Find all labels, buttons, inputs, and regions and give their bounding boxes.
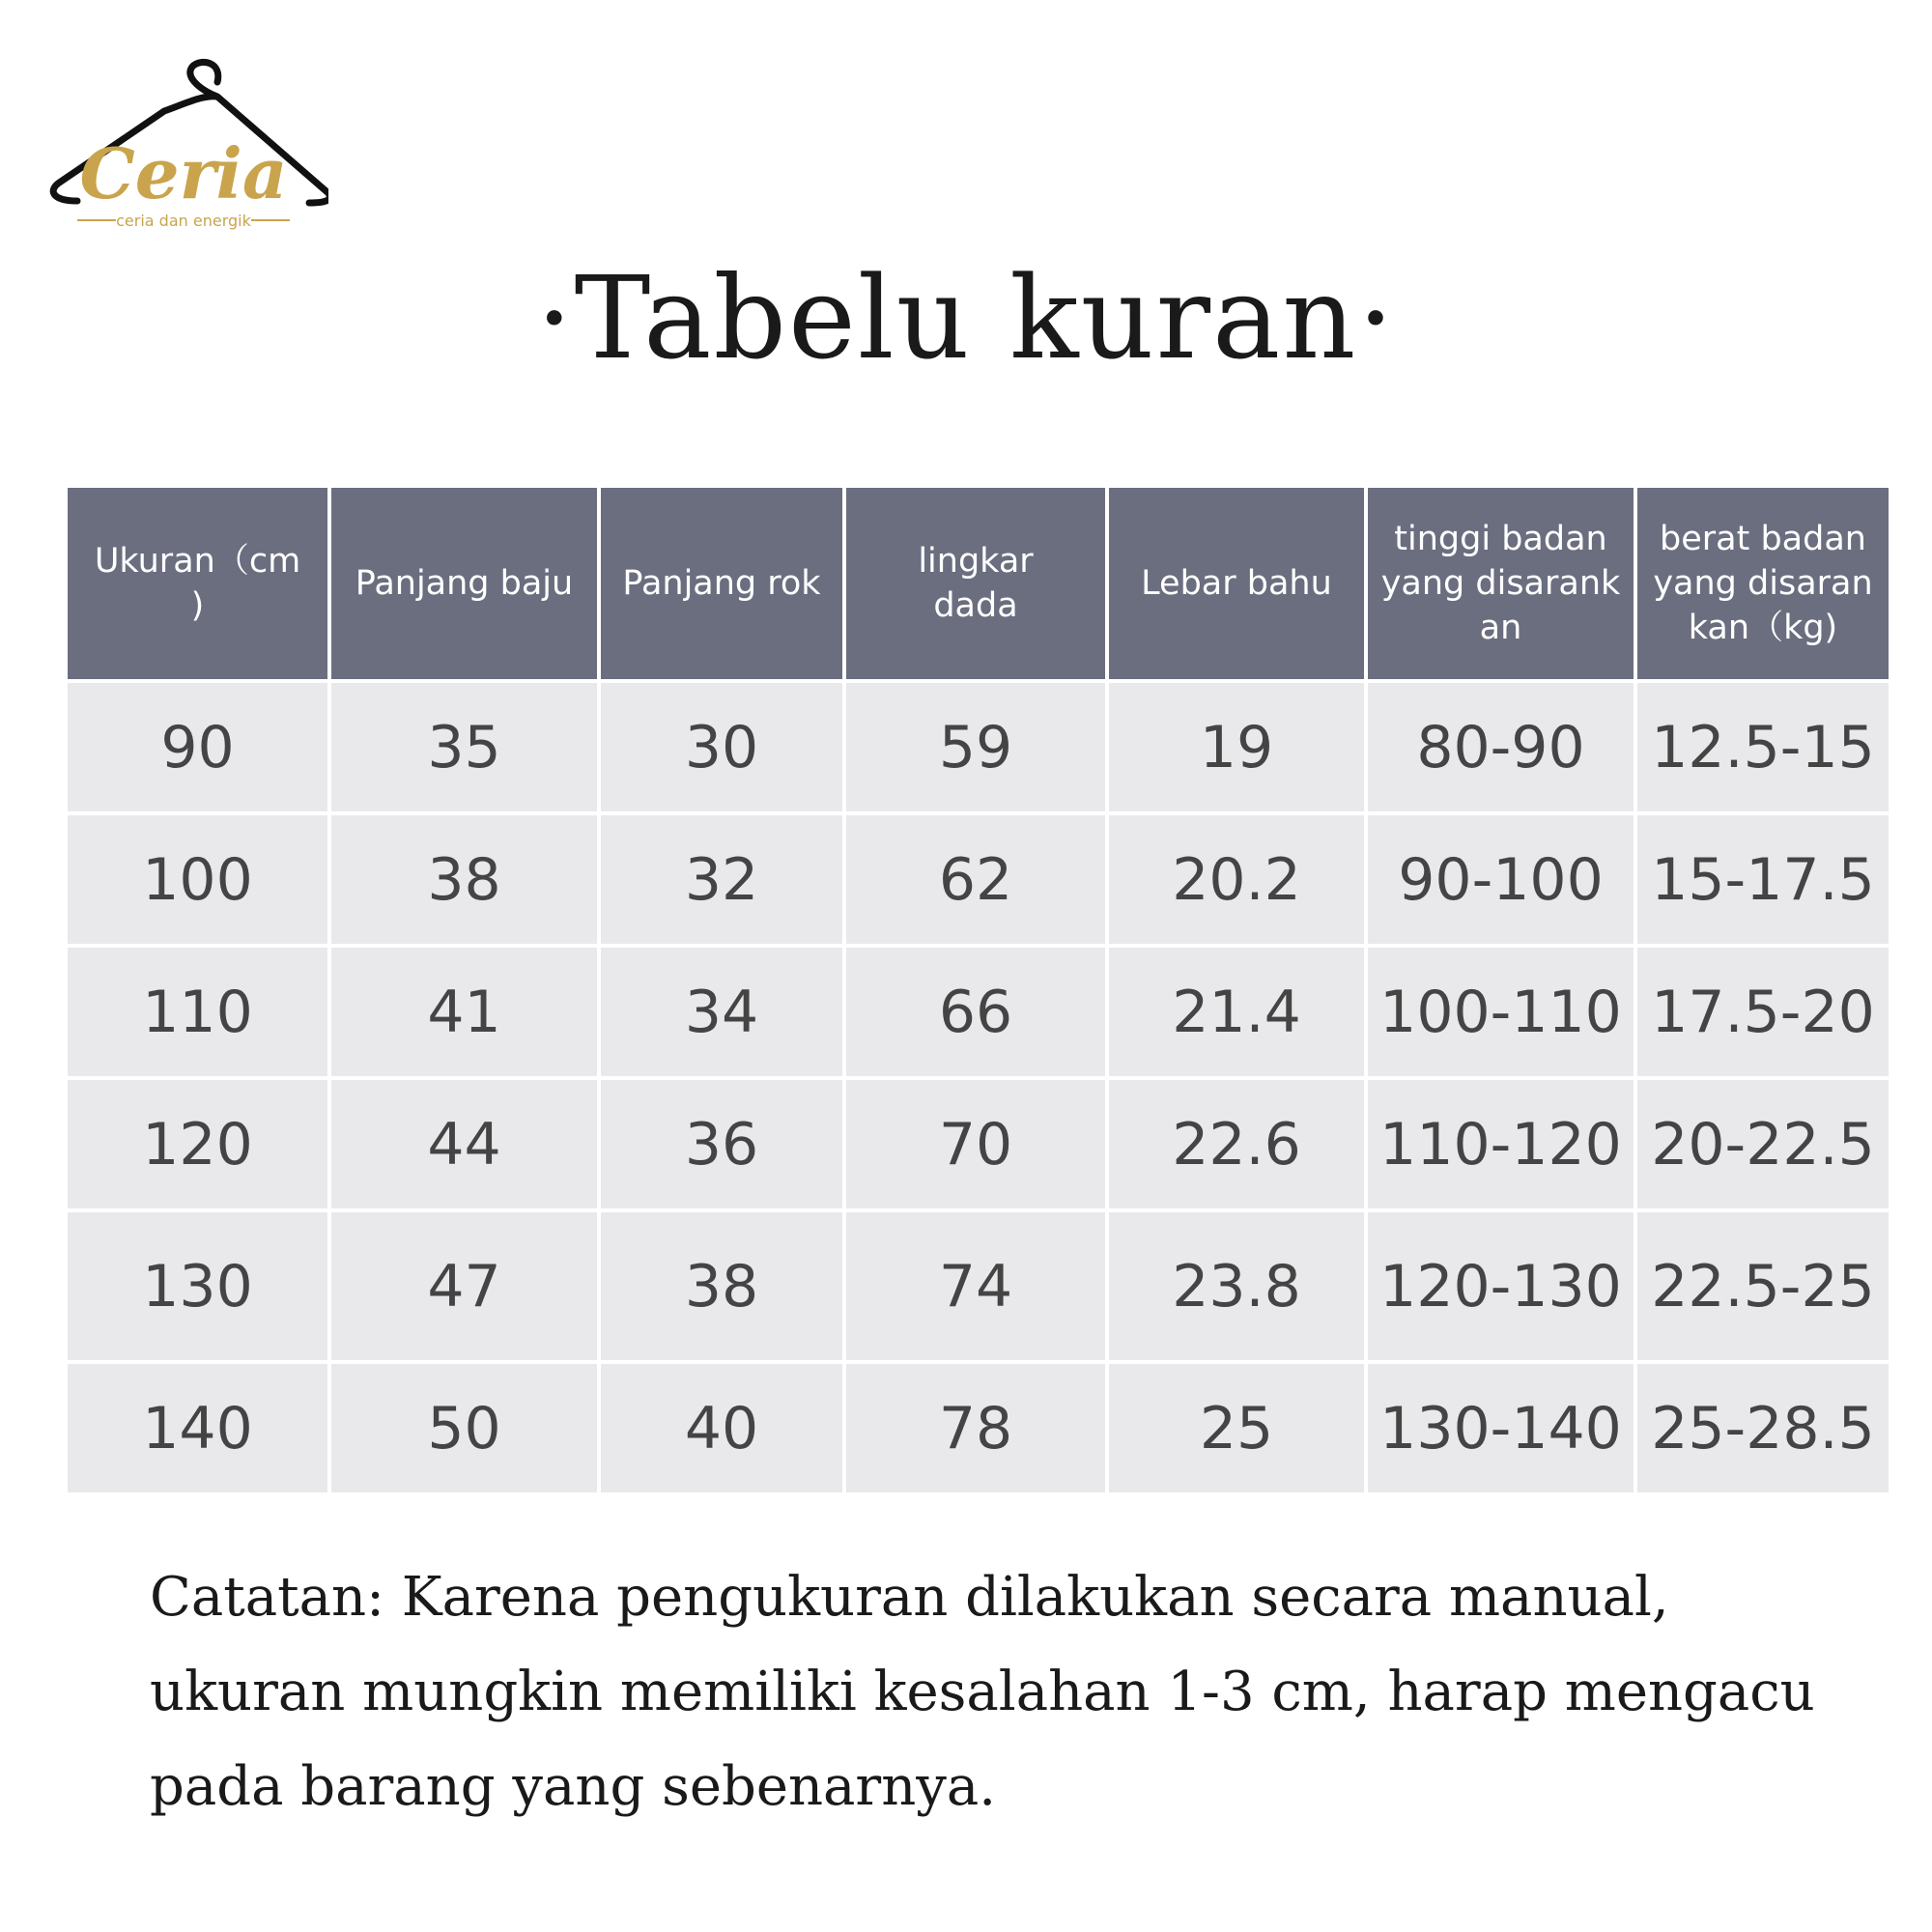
- column-header: Ukuran（cm ): [68, 488, 327, 679]
- table-cell: 90: [68, 683, 327, 811]
- page-title: ·Tabelu kuran·: [536, 251, 1396, 384]
- table-cell: 38: [331, 815, 597, 944]
- table-cell: 17.5-20: [1637, 948, 1889, 1076]
- table-cell: 100-110: [1368, 948, 1634, 1076]
- table-cell: 32: [601, 815, 842, 944]
- table-header-row: [68, 488, 1889, 679]
- table-cell: 38: [601, 1212, 842, 1360]
- brand-logo: [39, 29, 328, 242]
- table-row: [68, 948, 1889, 1076]
- table-cell: 90-100: [1368, 815, 1634, 944]
- table-cell: 25-28.5: [1637, 1364, 1889, 1492]
- table-cell: 21.4: [1109, 948, 1364, 1076]
- table-cell: 70: [846, 1080, 1105, 1208]
- column-header: Lebar bahu: [1109, 488, 1364, 679]
- table-cell: 30: [601, 683, 842, 811]
- table-cell: 120: [68, 1080, 327, 1208]
- table-cell: 100: [68, 815, 327, 944]
- table-cell: 12.5-15: [1637, 683, 1889, 811]
- table-cell: 130-140: [1368, 1364, 1634, 1492]
- table-cell: 120-130: [1368, 1212, 1634, 1360]
- table-row: [68, 1080, 1889, 1208]
- column-header: lingkar dada: [846, 488, 1105, 679]
- table-cell: 44: [331, 1080, 597, 1208]
- table-cell: 50: [331, 1364, 597, 1492]
- table-cell: 59: [846, 683, 1105, 811]
- table-row: [68, 815, 1889, 944]
- table-row: [68, 1364, 1889, 1492]
- table-cell: 74: [846, 1212, 1105, 1360]
- table-cell: 20.2: [1109, 815, 1364, 944]
- column-header: berat badan yang disaran kan（kg): [1637, 488, 1889, 679]
- table-cell: 130: [68, 1212, 327, 1360]
- table-cell: 41: [331, 948, 597, 1076]
- table-cell: 78: [846, 1364, 1105, 1492]
- table-cell: 140: [68, 1364, 327, 1492]
- table-row: [68, 683, 1889, 811]
- table-cell: 15-17.5: [1637, 815, 1889, 944]
- table-cell: 25: [1109, 1364, 1364, 1492]
- table-cell: 47: [331, 1212, 597, 1360]
- table-cell: 34: [601, 948, 842, 1076]
- column-header: tinggi badan yang disarank an: [1368, 488, 1634, 679]
- table-cell: 110: [68, 948, 327, 1076]
- table-row: [68, 1212, 1889, 1360]
- svg-text:ceria dan energik: ceria dan energik: [116, 212, 251, 230]
- table-cell: 20-22.5: [1637, 1080, 1889, 1208]
- column-header: Panjang rok: [601, 488, 842, 679]
- svg-text:Ceria: Ceria: [79, 132, 288, 214]
- table-cell: 22.5-25: [1637, 1212, 1889, 1360]
- table-cell: 35: [331, 683, 597, 811]
- table-cell: 40: [601, 1364, 842, 1492]
- table-cell: 36: [601, 1080, 842, 1208]
- table-cell: 62: [846, 815, 1105, 944]
- table-cell: 66: [846, 948, 1105, 1076]
- size-table: [64, 484, 1892, 1496]
- column-header: Panjang baju: [331, 488, 597, 679]
- table-cell: 110-120: [1368, 1080, 1634, 1208]
- table-cell: 19: [1109, 683, 1364, 811]
- table-cell: 80-90: [1368, 683, 1634, 811]
- table-cell: 23.8: [1109, 1212, 1364, 1360]
- table-cell: 22.6: [1109, 1080, 1364, 1208]
- note-text: Catatan: Karena pengukuran dilakukan secara manual, ukuran mungkin memiliki kesalahan 1-3 cm, harap mengacu pada barang yang sebenarnya.: [150, 1566, 1815, 1818]
